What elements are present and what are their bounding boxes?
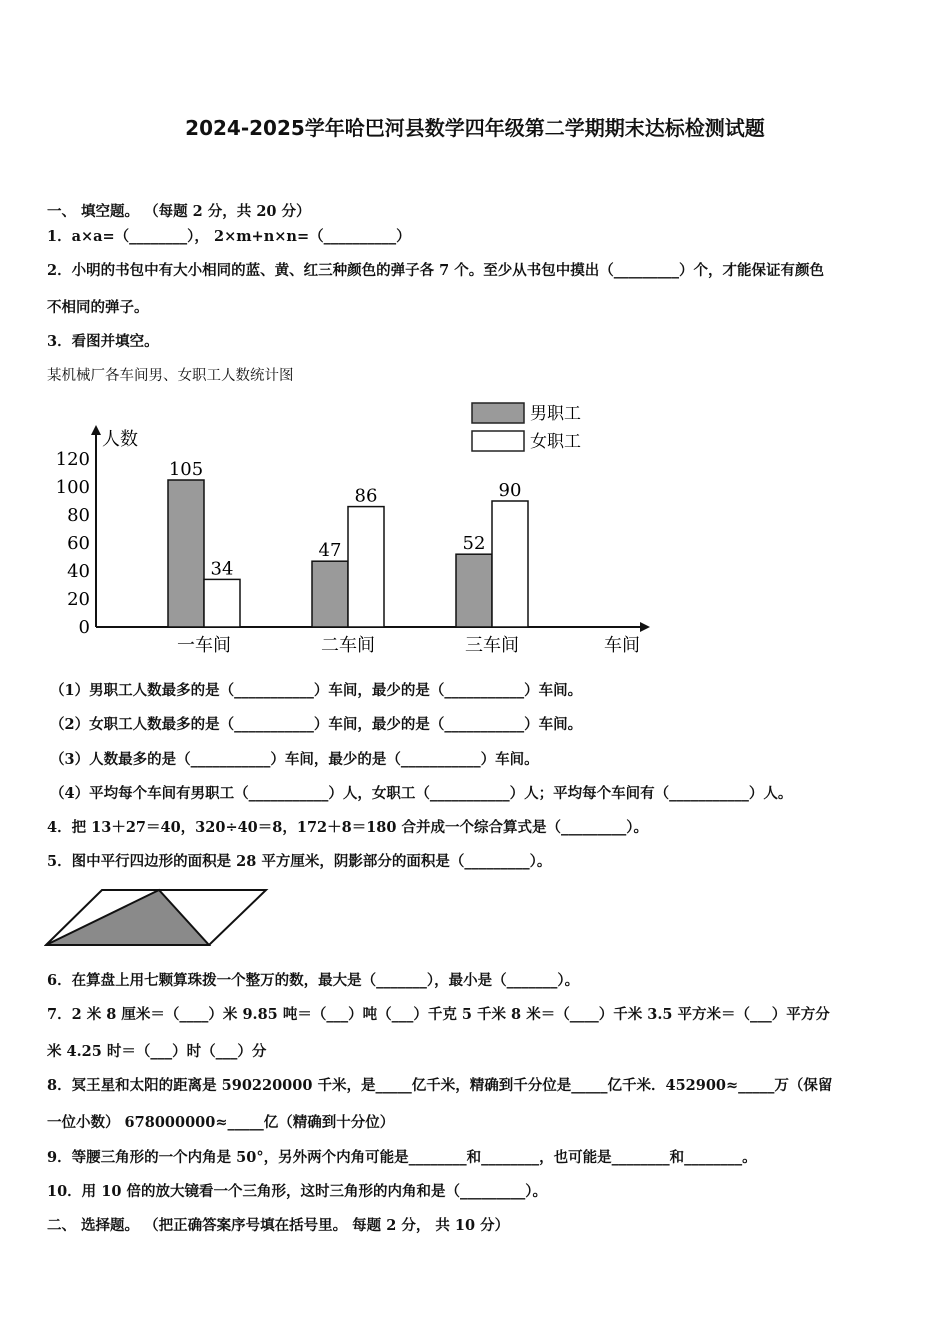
question-4: 4．把 13＋27＝40，320÷40＝8，172＋8＝180 合并成一个综合算式是（_________）。 bbox=[47, 819, 649, 836]
question-3-part-3: （3）人数最多的是（___________）车间，最少的是（___________）车间。 bbox=[50, 751, 539, 768]
data-label: 90 bbox=[498, 480, 522, 501]
legend-swatch-female bbox=[472, 431, 524, 451]
question-3: 3．看图并填空。 bbox=[47, 333, 159, 350]
data-label: 47 bbox=[318, 540, 342, 562]
legend-label-male: 男职工 bbox=[530, 404, 581, 424]
section-2-heading: 二、 选择题。 （把正确答案序号填在括号里。 每题 2 分， 共 10 分） bbox=[47, 1217, 510, 1234]
data-label: 86 bbox=[354, 485, 378, 507]
page-title: 2024-2025学年哈巴河县数学四年级第二学期期末达标检测试题 bbox=[185, 116, 765, 140]
question-8-line-2: 一位小数） 678000000≈_____亿（精确到十分位） bbox=[47, 1114, 395, 1131]
question-5: 5．图中平行四边形的面积是 28 平方厘米，阴影部分的面积是（_________）。 bbox=[47, 853, 552, 870]
bar-chart bbox=[40, 395, 670, 670]
question-7-line-2: 米 4.25 时＝（___）时（___）分 bbox=[47, 1043, 267, 1060]
question-7-line-1: 7．2 米 8 厘米＝（____）米 9.85 吨＝（___）吨（___）千克 5 千米 8 米＝（____）千米 3.5 平方米＝（___）平方分 bbox=[47, 1006, 830, 1023]
question-6: 6．在算盘上用七颗算珠拨一个整万的数，最大是（_______），最小是（_______）。 bbox=[47, 972, 580, 989]
bar-male bbox=[312, 561, 348, 627]
y-tick-label: 20 bbox=[67, 589, 90, 610]
y-tick-label: 100 bbox=[55, 477, 90, 498]
x-tick-label: 二车间 bbox=[321, 635, 375, 656]
question-3-part-2: （2）女职工人数最多的是（___________）车间，最少的是（___________）车间。 bbox=[50, 716, 583, 733]
y-axis-label: 人数 bbox=[102, 429, 138, 450]
x-axis-arrow bbox=[640, 622, 650, 632]
y-axis-arrow bbox=[91, 425, 101, 435]
question-3-part-4: （4）平均每个车间有男职工（___________）人，女职工（___________）人；平均每个车间有（___________）人。 bbox=[50, 785, 793, 802]
bar-female bbox=[348, 507, 384, 627]
y-tick-label: 60 bbox=[67, 533, 90, 554]
x-tick-label: 三车间 bbox=[465, 635, 519, 656]
y-tick-label: 40 bbox=[67, 561, 90, 582]
y-tick-label: 0 bbox=[78, 617, 90, 638]
question-8-line-1: 8．冥王星和太阳的距离是 590220000 千米，是_____亿千米，精确到千分位是_____亿千米．452900≈_____万（保留 bbox=[47, 1077, 833, 1094]
y-tick-label: 80 bbox=[67, 505, 90, 526]
bar-female bbox=[492, 501, 528, 627]
bar-male bbox=[456, 554, 492, 627]
question-9: 9．等腰三角形的一个内角是 50°，另外两个内角可能是________和________，也可能是________和________。 bbox=[47, 1149, 757, 1166]
question-3-part-1: （1）男职工人数最多的是（___________）车间，最少的是（___________）车间。 bbox=[50, 682, 583, 699]
y-tick-label: 120 bbox=[55, 449, 90, 470]
legend-swatch-male bbox=[472, 403, 524, 423]
parallelogram-figure bbox=[44, 887, 269, 951]
question-1: 1．a×a=（________）， 2×m+n×n=（__________） bbox=[47, 228, 411, 245]
bar-male bbox=[168, 480, 204, 627]
question-2-line-2: 不相同的弹子。 bbox=[47, 299, 149, 316]
chart-caption: 某机械厂各车间男、女职工人数统计图 bbox=[47, 368, 294, 384]
x-axis-label: 车间 bbox=[604, 635, 640, 656]
data-label: 34 bbox=[210, 558, 234, 580]
question-10: 10．用 10 倍的放大镜看一个三角形，这时三角形的内角和是（_________）。 bbox=[47, 1183, 547, 1200]
legend-label-female: 女职工 bbox=[530, 432, 581, 452]
data-label: 105 bbox=[168, 459, 204, 480]
question-2-line-1: 2．小明的书包中有大小相同的蓝、黄、红三种颜色的弹子各 7 个。至少从书包中摸出（_________）个，才能保证有颜色 bbox=[47, 262, 825, 279]
section-1-heading: 一、 填空题。 （每题 2 分，共 20 分） bbox=[47, 203, 311, 220]
data-label: 52 bbox=[462, 533, 486, 555]
bar-female bbox=[204, 579, 240, 627]
x-tick-label: 一车间 bbox=[177, 635, 231, 656]
